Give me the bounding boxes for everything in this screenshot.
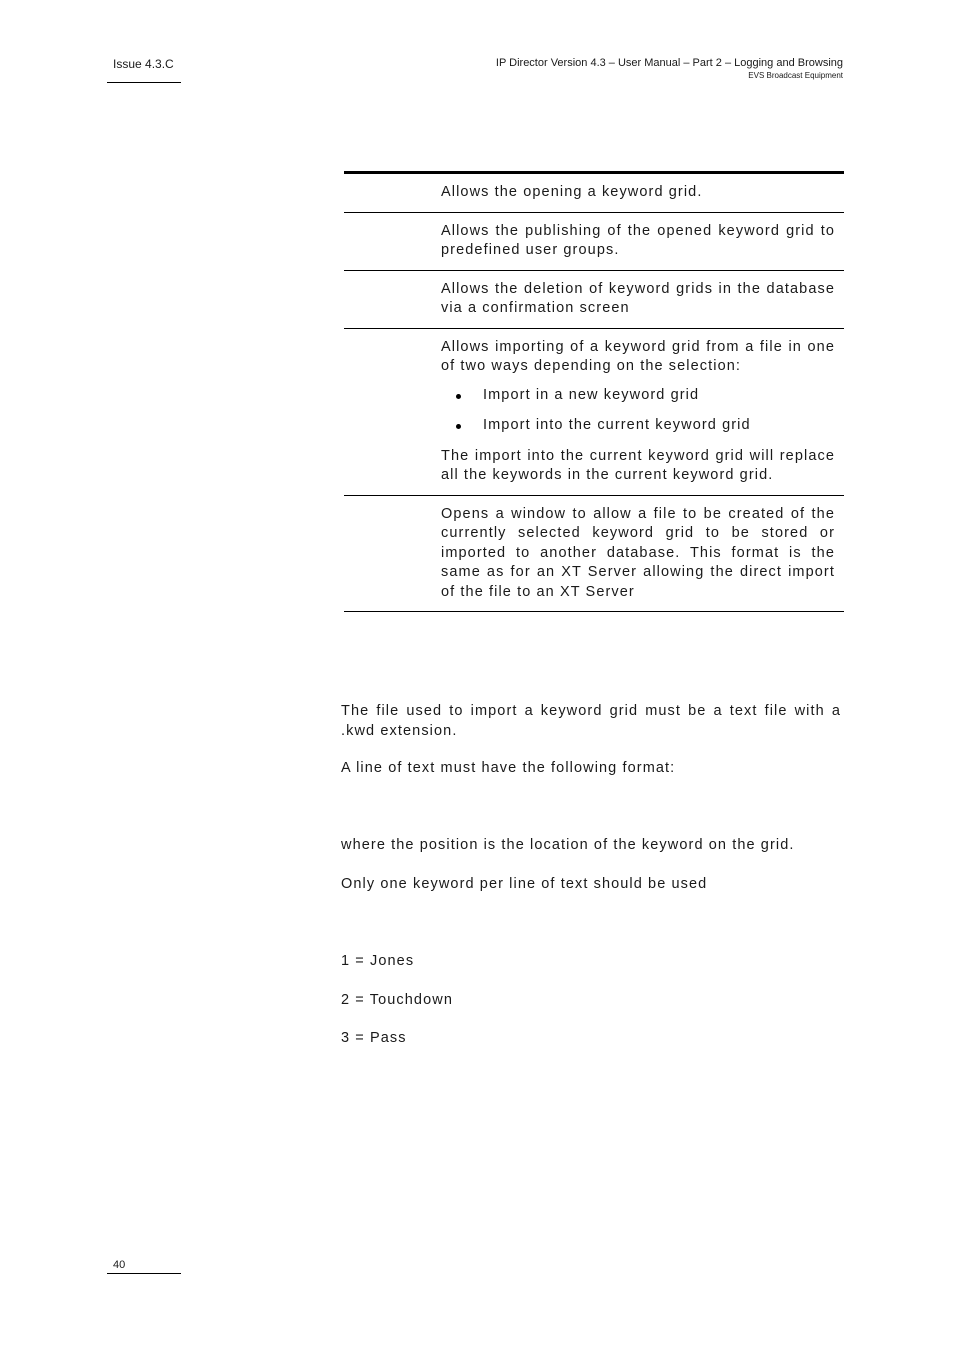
one-keyword-per-line: Only one keyword per line of text should be used xyxy=(341,876,708,892)
list-item: Import into the current keyword grid xyxy=(483,416,835,436)
row-description: Opens a window to allow a file to be created of the currently selected keyword grid to be stored or imported to another database. This format is the same as for an XT Server allowing the direct import of the file to an XT Server xyxy=(441,505,835,600)
table-row xyxy=(344,212,844,270)
line-format-intro: A line of text must have the following format: xyxy=(341,760,676,776)
footer-rule xyxy=(107,1273,181,1274)
import-options-list xyxy=(441,386,835,436)
table-row xyxy=(344,495,844,612)
document-title: IP Director Version 4.3 – User Manual – Part 2 – Logging and Browsing xyxy=(495,57,843,69)
header-rule xyxy=(107,82,181,83)
example-line: 2 = Touchdown xyxy=(341,992,453,1008)
list-item: Import in a new keyword grid xyxy=(483,386,835,406)
table-row xyxy=(344,328,844,495)
position-explanation: where the position is the location of the keyword on the grid. xyxy=(341,837,795,853)
document-subtitle: EVS Broadcast Equipment xyxy=(748,71,843,80)
row-note: The import into the current keyword grid will replace all the keywords in the current keyword grid. xyxy=(441,447,835,483)
table-row xyxy=(344,270,844,328)
table-row xyxy=(344,173,844,213)
row-description: Allows the publishing of the opened keyword grid to predefined user groups. xyxy=(441,222,835,258)
example-line: 1 = Jones xyxy=(341,953,415,969)
example-line: 3 = Pass xyxy=(341,1030,407,1046)
page-number: 40 xyxy=(113,1259,126,1271)
row-description: Allows importing of a keyword grid from a file in one of two ways depending on the selection: xyxy=(441,338,835,374)
row-description: Allows the deletion of keyword grids in the database via a confirmation screen xyxy=(441,280,835,316)
file-format-paragraph: The file used to import a keyword grid must be a text file with a .kwd extension. xyxy=(341,703,841,739)
keyword-grid-commands-table xyxy=(344,171,844,612)
row-description: Allows the opening a keyword grid. xyxy=(441,184,703,200)
issue-label: Issue 4.3.C xyxy=(113,57,174,71)
